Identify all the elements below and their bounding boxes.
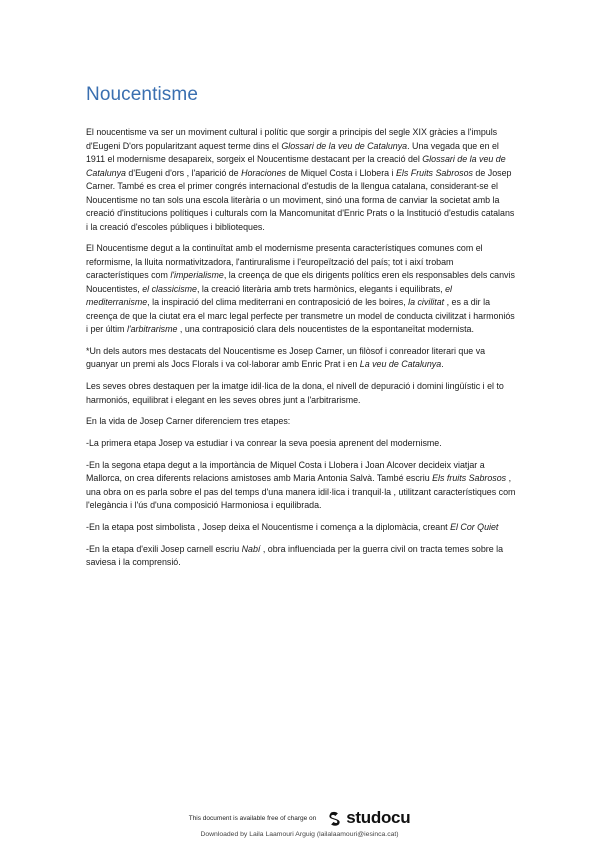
paragraph-carner: *Un dels autors mes destacats del Noucentisme es Josep Carner, un filòsof i conreador literari que va guanyar un premi als Jocs Florals i va col·laborar amb Enric Prat i en La veu de Catalunya. xyxy=(86,345,486,370)
studocu-link[interactable] xyxy=(326,808,410,828)
paragraph-intro: El noucentisme va ser un moviment cultural i polític que sorgir a principis del segle XIX gràcies a l'impuls d'Eugeni D'ors popularitzant aquest terme dins el Glossari de la veu de Catalunya. Una vegada que en el 1911 el modernisme desapareix, sorgeix el Noucentisme destacant per la creació del Glossari de la veu de Catalunya d'Eugeni d'ors , l'aparició de Horaciones de Miquel Costa i Llobera i Els Fruits Sabrosos de Josep Carner. També es crea el primer congrés internacional d'estudis de la llengua catalana, considerant-se el Noucentisme no tan sols una escola literària o un moviment, sinó una forma de canviar la societat amb la creació d'institucions polítiques i culturals com la Mancomunitat d'Enric Prats o la Institució d'estudis catalans i la creació d'escoles públiques i biblioteques. xyxy=(86,127,515,232)
promo-text: This document is available free of charge on xyxy=(188,814,317,822)
document-body xyxy=(86,126,516,578)
paragraph-stage-2: -En la segona etapa degut a la importància de Miquel Costa i Llobera i Joan Alcover decideix viatjar a Mallorca, on crea diferents relacions amistoses amb Maria Antonia Salvà. També escriu Els fruits Sabrosos , una obra on es parla sobre el pas del temps d'una manera idil·lica i tranquil·la , utilitzant característiques com l'elegància i l'ús d'una composició Harmoniosa i equilibrada. xyxy=(86,459,516,511)
paragraph-stage-4: -En la etapa d'exili Josep carnell escriu Nabí , obra influenciada per la guerra civil on tracta temes sobre la saviesa i la comprensió. xyxy=(86,543,504,567)
paragraph-characteristics: El Noucentisme degut a la continuïtat amb el modernisme presenta característiques comunes com el reformisme, la lluita normativitzadora, l'antiruralisme i l'europeïtzació del país; tot i així trobam característiques com l'imperialisme, la creença de que els dirigents polítics eren els responsables dels canvis Noucentistes, el classicisme, la creació literària amb trets harmònics, elegants i equilibrats, el mediterranisme, la inspiració del clima mediterrani en contraposició de les boires, la civilitat , es a dir la creença de que la ciutat era el marc legal perfecte per transmetre un model de conducta civilitzat i harmoniós i per últim l'arbitrarisme , una contraposició clara dels noucentistes de la espontaneïtat modernista. xyxy=(86,243,515,335)
paragraph-works: Les seves obres destaquen per la imatge idil·lica de la dona, el nivell de depuració i domini lingüístic i el to harmoniós, equilibrat i elegant en les seves obres junt a l'arbitrarisme. xyxy=(86,381,504,405)
footer-promo xyxy=(0,806,599,830)
paragraph-stage-1: -La primera etapa Josep va estudiar i va conrear la seva poesia aprenent del modernisme. xyxy=(86,437,442,448)
paragraph-stages-intro: En la vida de Josep Carner diferenciem tres etapes: xyxy=(86,416,291,427)
brand-name: studocu xyxy=(346,808,411,827)
studocu-logo-icon xyxy=(326,810,343,827)
download-info: Downloaded by Laila Laamouri Arguig (lailalaamouri@iesinca.cat) xyxy=(200,831,399,838)
page-title: Noucentisme xyxy=(86,84,198,105)
paragraph-stage-3: -En la etapa post simbolista , Josep deixa el Noucentisme i comença a la diplomàcia, creant El Cor Quiet xyxy=(86,521,499,532)
